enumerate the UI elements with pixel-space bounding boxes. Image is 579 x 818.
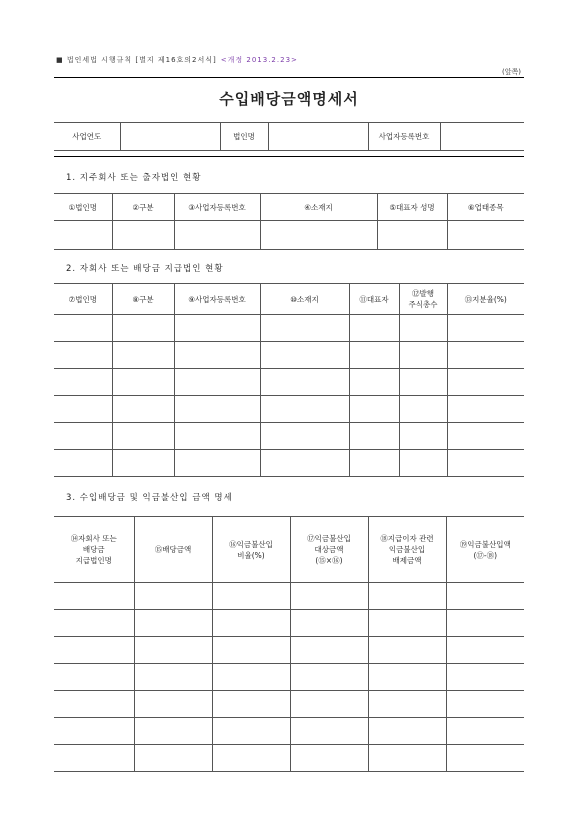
section-rule	[54, 156, 524, 157]
section2-column-header: ⑧구분	[112, 284, 174, 315]
table-cell[interactable]	[212, 691, 290, 718]
table-cell[interactable]	[54, 718, 134, 745]
table-cell[interactable]	[399, 450, 447, 477]
table-row	[54, 637, 524, 664]
table-cell[interactable]	[54, 315, 112, 342]
table-cell[interactable]	[399, 342, 447, 369]
section3-heading: 3. 수입배당금 및 익금불산입 금액 명세	[66, 493, 233, 503]
section1-header-row	[54, 194, 524, 221]
section1-column-header: ④소재지	[260, 194, 377, 221]
table-cell[interactable]	[368, 718, 446, 745]
table-cell[interactable]	[174, 221, 260, 250]
table-cell[interactable]	[368, 583, 446, 610]
table-cell[interactable]	[54, 396, 112, 423]
table-cell[interactable]	[54, 745, 134, 772]
table-cell[interactable]	[54, 342, 112, 369]
section2-column-header: ⑬지분율(%)	[447, 284, 524, 315]
section3-column-header: ⑯익금불산입 비율(%)	[212, 517, 290, 583]
table-row	[54, 718, 524, 745]
table-cell[interactable]	[290, 637, 368, 664]
table-cell[interactable]	[112, 423, 174, 450]
table-row	[54, 221, 524, 250]
table-cell[interactable]	[349, 450, 399, 477]
section2-table	[54, 283, 524, 477]
table-cell[interactable]	[134, 718, 212, 745]
table-cell[interactable]	[446, 610, 524, 637]
table-cell[interactable]	[212, 718, 290, 745]
table-cell[interactable]	[174, 423, 260, 450]
section2-header-row	[54, 284, 524, 315]
table-cell[interactable]	[260, 369, 349, 396]
table-cell[interactable]	[112, 369, 174, 396]
table-cell[interactable]	[447, 221, 524, 250]
table-cell[interactable]	[54, 450, 112, 477]
table-cell[interactable]	[260, 221, 377, 250]
section1-column-header: ⑥업태종목	[447, 194, 524, 221]
table-cell[interactable]	[174, 342, 260, 369]
table-row	[54, 610, 524, 637]
section2-column-header: ⑫발행 주식총수	[399, 284, 447, 315]
table-cell[interactable]	[54, 637, 134, 664]
table-cell[interactable]	[212, 583, 290, 610]
table-cell[interactable]	[368, 745, 446, 772]
table-row	[54, 450, 524, 477]
table-cell[interactable]	[446, 637, 524, 664]
table-cell[interactable]	[174, 369, 260, 396]
table-cell[interactable]	[212, 610, 290, 637]
table-cell[interactable]	[260, 423, 349, 450]
table-cell[interactable]	[212, 637, 290, 664]
table-cell[interactable]	[134, 664, 212, 691]
form-reference-text: ■ 법인세법 시행규칙 [별지 제16호의2서식]	[56, 56, 217, 64]
section3-column-header: ⑲익금불산입액 (⑰-⑱)	[446, 517, 524, 583]
table-cell[interactable]	[174, 315, 260, 342]
section2-column-header: ⑦법인명	[54, 284, 112, 315]
table-cell[interactable]	[134, 583, 212, 610]
reg-input[interactable]	[440, 123, 524, 151]
table-cell[interactable]	[212, 664, 290, 691]
section1-table	[54, 193, 524, 250]
table-cell[interactable]	[54, 691, 134, 718]
table-cell[interactable]	[54, 583, 134, 610]
year-input[interactable]	[120, 123, 220, 151]
section2-column-header: ⑪대표자	[349, 284, 399, 315]
table-cell[interactable]	[446, 583, 524, 610]
section1-column-header: ①법인명	[54, 194, 112, 221]
table-cell[interactable]	[447, 342, 524, 369]
section2-heading: 2. 자회사 또는 배당금 지급법인 현황	[66, 264, 224, 274]
table-cell[interactable]	[134, 610, 212, 637]
section1-column-header: ⑤대표자 성명	[377, 194, 447, 221]
table-row	[54, 369, 524, 396]
table-cell[interactable]	[54, 664, 134, 691]
section1-heading: 1. 지주회사 또는 출자법인 현황	[66, 173, 202, 183]
table-cell[interactable]	[446, 664, 524, 691]
table-cell[interactable]	[54, 369, 112, 396]
table-row	[54, 745, 524, 772]
table-cell[interactable]	[447, 423, 524, 450]
table-cell[interactable]	[260, 315, 349, 342]
section3-header-row	[54, 517, 524, 583]
table-cell[interactable]	[290, 691, 368, 718]
section2-body	[54, 284, 524, 477]
table-cell[interactable]	[290, 718, 368, 745]
table-cell[interactable]	[112, 396, 174, 423]
table-cell[interactable]	[290, 664, 368, 691]
table-cell[interactable]	[134, 637, 212, 664]
table-cell[interactable]	[112, 221, 174, 250]
table-cell[interactable]	[399, 315, 447, 342]
section3-column-header: ⑮배당금액	[134, 517, 212, 583]
section1-body	[54, 194, 524, 250]
info-table	[54, 122, 524, 151]
revision-note: <개정 2013.2.23>	[220, 56, 298, 64]
table-cell[interactable]	[260, 342, 349, 369]
table-cell[interactable]	[174, 396, 260, 423]
page-title: 수입배당금액명세서	[219, 90, 359, 108]
page-side-label: (앞쪽)	[502, 68, 521, 76]
table-cell[interactable]	[349, 342, 399, 369]
form-reference	[56, 55, 298, 65]
table-cell[interactable]	[368, 610, 446, 637]
table-row	[54, 664, 524, 691]
table-cell[interactable]	[290, 583, 368, 610]
table-cell[interactable]	[399, 369, 447, 396]
reg-label: 사업자등록번호	[368, 123, 440, 151]
table-cell[interactable]	[447, 450, 524, 477]
table-cell[interactable]	[112, 315, 174, 342]
section1-column-header: ③사업자등록번호	[174, 194, 260, 221]
top-rule	[54, 77, 524, 78]
table-cell[interactable]	[174, 450, 260, 477]
section3-body	[54, 517, 524, 772]
corp-input[interactable]	[268, 123, 368, 151]
table-row	[54, 423, 524, 450]
table-cell[interactable]	[368, 691, 446, 718]
table-cell[interactable]	[446, 718, 524, 745]
table-row	[54, 583, 524, 610]
table-cell[interactable]	[399, 396, 447, 423]
section2-column-header: ⑨사업자등록번호	[174, 284, 260, 315]
table-cell[interactable]	[349, 423, 399, 450]
table-cell[interactable]	[377, 221, 447, 250]
table-cell[interactable]	[349, 369, 399, 396]
table-cell[interactable]	[212, 745, 290, 772]
table-row	[54, 691, 524, 718]
table-cell[interactable]	[290, 745, 368, 772]
section3-table	[54, 516, 524, 772]
table-cell[interactable]	[54, 610, 134, 637]
table-cell[interactable]	[368, 664, 446, 691]
section3-column-header: ⑰익금불산입 대상금액 (⑮×⑯)	[290, 517, 368, 583]
section3-column-header: ⑭자회사 또는 배당금 지급법인명	[54, 517, 134, 583]
table-cell[interactable]	[446, 745, 524, 772]
table-cell[interactable]	[260, 450, 349, 477]
table-cell[interactable]	[112, 342, 174, 369]
table-cell[interactable]	[290, 610, 368, 637]
table-row	[54, 396, 524, 423]
section3-column-header: ⑱지급이자 관련 익금불산입 배제금액	[368, 517, 446, 583]
table-cell[interactable]	[399, 423, 447, 450]
year-label: 사업연도	[54, 123, 120, 151]
table-cell[interactable]	[447, 369, 524, 396]
section2-column-header: ⑩소재지	[260, 284, 349, 315]
table-row	[54, 342, 524, 369]
table-cell[interactable]	[112, 450, 174, 477]
table-cell[interactable]	[349, 315, 399, 342]
section1-column-header: ②구분	[112, 194, 174, 221]
table-cell[interactable]	[447, 315, 524, 342]
table-cell[interactable]	[134, 745, 212, 772]
table-cell[interactable]	[368, 637, 446, 664]
table-cell[interactable]	[134, 691, 212, 718]
table-cell[interactable]	[447, 396, 524, 423]
corp-label: 법인명	[220, 123, 268, 151]
table-cell[interactable]	[260, 396, 349, 423]
table-cell[interactable]	[54, 423, 112, 450]
table-row	[54, 315, 524, 342]
table-cell[interactable]	[446, 691, 524, 718]
table-cell[interactable]	[54, 221, 112, 250]
table-cell[interactable]	[349, 396, 399, 423]
